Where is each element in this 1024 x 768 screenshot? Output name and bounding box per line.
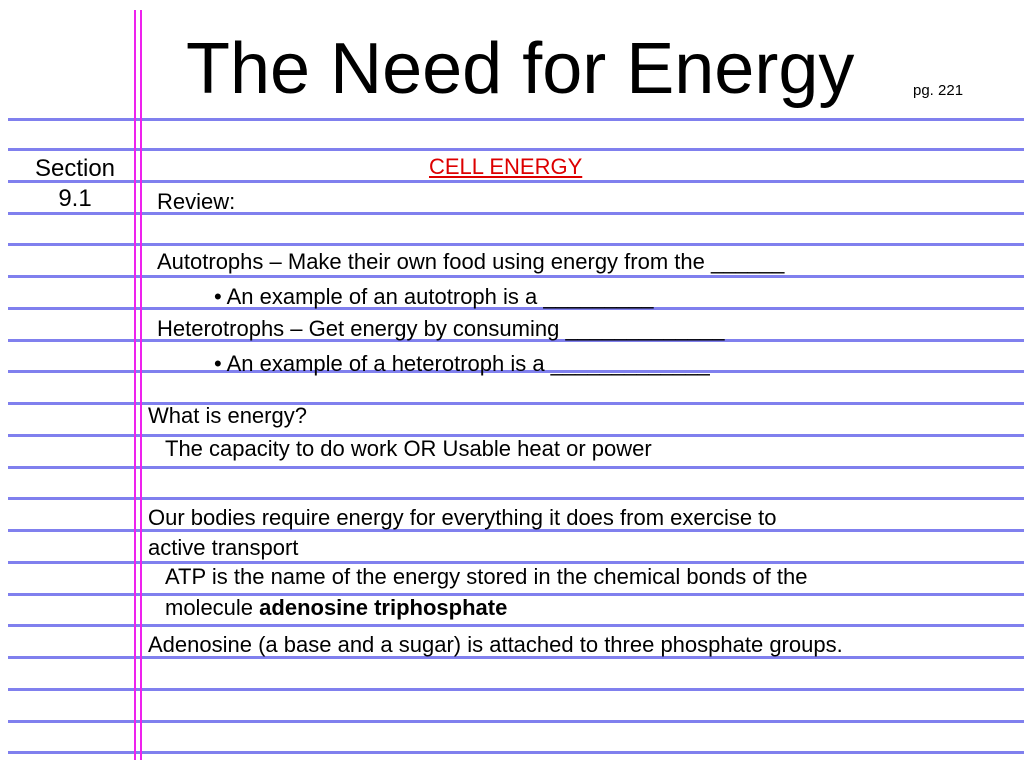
page-title: The Need for Energy bbox=[186, 29, 855, 109]
section-number: 9.1 bbox=[58, 185, 92, 212]
atp-line-1: ATP is the name of the energy stored in the chemical bonds of the bbox=[165, 564, 808, 589]
ruled-line bbox=[8, 624, 1024, 627]
review-label: Review: bbox=[157, 189, 236, 214]
section-word: Section bbox=[34, 155, 116, 182]
ruled-line bbox=[8, 243, 1024, 246]
autotrophs-line: Autotrophs – Make their own food using energy from the ______ bbox=[157, 249, 785, 274]
atp-line-2-prefix: molecule bbox=[165, 595, 260, 620]
atp-molecule-name: adenosine triphosphate bbox=[259, 595, 508, 620]
ruled-line bbox=[8, 751, 1024, 754]
ruled-line bbox=[8, 118, 1024, 121]
section-label bbox=[20, 154, 130, 214]
atp-line-2 bbox=[165, 594, 507, 621]
energy-question: What is energy? bbox=[148, 403, 307, 428]
ruled-line bbox=[8, 497, 1024, 500]
heterotrophs-line: Heterotrophs – Get energy by consuming _____________ bbox=[157, 316, 725, 341]
ruled-line bbox=[8, 148, 1024, 151]
bodies-line-2: active transport bbox=[148, 535, 299, 560]
heterotroph-example: • An example of a heterotroph is a _____________ bbox=[214, 351, 710, 376]
ruled-line bbox=[8, 466, 1024, 469]
margin-line bbox=[140, 10, 142, 760]
adenosine-line: Adenosine (a base and a sugar) is attached to three phosphate groups. bbox=[148, 632, 843, 657]
autotroph-example: • An example of an autotroph is a _________ bbox=[214, 284, 654, 309]
ruled-line bbox=[8, 593, 1024, 596]
margin-line bbox=[134, 10, 136, 760]
page-reference: pg. 221 bbox=[913, 82, 964, 99]
cell-energy-heading: CELL ENERGY bbox=[429, 154, 583, 179]
ruled-line bbox=[8, 180, 1024, 183]
bodies-line-1: Our bodies require energy for everything it does from exercise to bbox=[148, 505, 777, 530]
ruled-line bbox=[8, 275, 1024, 278]
ruled-line bbox=[8, 720, 1024, 723]
ruled-line bbox=[8, 688, 1024, 691]
energy-answer: The capacity to do work OR Usable heat or power bbox=[165, 436, 652, 461]
